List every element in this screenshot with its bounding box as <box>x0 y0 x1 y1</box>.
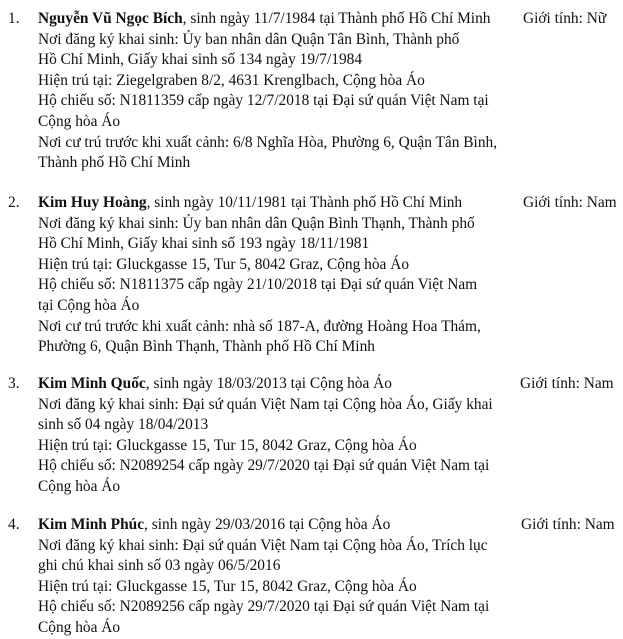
entry-number: 4. <box>8 516 20 533</box>
detail-line: Hộ chiếu số: N2089254 cấp ngày 29/7/2020 tại Đại sứ quán Việt Nam tại <box>38 457 490 475</box>
entry-first-line <box>38 374 516 395</box>
detail-line: Nơi cư trú trước khi xuất cảnh: 6/8 Nghĩa Hòa, Phường 6, Quận Tân Bình, <box>38 133 498 151</box>
detail-line: Thành phố Hồ Chí Minh <box>38 154 191 172</box>
entry-number: 2. <box>8 194 20 211</box>
entry-number: 1. <box>8 10 20 27</box>
gender-label: Giới tính: Nữ <box>523 10 607 27</box>
person-name: Kim Minh Quốc <box>38 375 146 392</box>
detail-line: Hộ chiếu số: N2089256 cấp ngày 29/7/2020 tại Đại sứ quán Việt Nam tại <box>38 598 490 616</box>
entry-details <box>38 374 516 498</box>
detail-line: Hiện trú tại: Ziegelgraben 8/2, 4631 Krenglbach, Cộng hòa Áo <box>38 71 425 89</box>
detail-line: Hộ chiếu số: N1811375 cấp ngày 21/10/2018 tại Đại sứ quán Việt Nam <box>38 276 478 294</box>
detail-line: Nơi đăng ký khai sinh: Đại sứ quán Việt Nam tại Cộng hòa Áo, Giấy khai <box>38 395 493 413</box>
entry-details <box>38 193 516 358</box>
detail-line: Hồ Chí Minh, Giấy khai sinh số 193 ngày 18/11/1981 <box>38 235 370 253</box>
entry-details <box>38 9 516 174</box>
detail-line: ghi chú khai sinh số 03 ngày 06/5/2016 <box>38 557 281 575</box>
detail-line: Nơi đăng ký khai sinh: Ủy ban nhân dân Quận Tân Bình, Thành phố <box>38 30 460 48</box>
detail-line: Nơi đăng ký khai sinh: Đại sứ quán Việt Nam tại Cộng hòa Áo, Trích lục <box>38 536 488 554</box>
birth-info: , sinh ngày 11/7/1984 tại Thành phố Hồ Chí Minh <box>182 10 491 27</box>
entry-first-line <box>38 515 516 536</box>
detail-line: Cộng hòa Áo <box>38 618 121 636</box>
detail-line: Cộng hòa Áo <box>38 477 121 495</box>
person-name: Kim Huy Hoàng <box>38 194 147 211</box>
gender-label: Giới tính: Nam <box>520 375 614 392</box>
entry-number: 3. <box>8 375 20 392</box>
detail-line: Nơi cư trú trước khi xuất cảnh: nhà số 187-A, đường Hoàng Hoa Thám, <box>38 317 481 335</box>
detail-line: Hồ Chí Minh, Giấy khai sinh số 134 ngày 19/7/1984 <box>38 51 363 69</box>
detail-line: Cộng hòa Áo <box>38 112 121 130</box>
entry-details <box>38 515 516 639</box>
detail-line: Hiện trú tại: Gluckgasse 15, Tur 15, 8042 Graz, Cộng hòa Áo <box>38 436 417 454</box>
birth-info: , sinh ngày 18/03/2013 tại Cộng hòa Áo <box>145 375 392 392</box>
gender-label: Giới tính: Nam <box>521 516 615 533</box>
detail-line: Hiện trú tại: Gluckgasse 15, Tur 5, 8042 Graz, Cộng hòa Áo <box>38 255 410 273</box>
entry-first-line <box>38 9 516 30</box>
person-name: Nguyễn Vũ Ngọc Bích <box>38 10 183 27</box>
gender-label: Giới tính: Nam <box>523 194 617 211</box>
entry-first-line <box>38 193 516 214</box>
person-name: Kim Minh Phúc <box>38 516 145 533</box>
birth-info: , sinh ngày 10/11/1981 tại Thành phố Hồ Chí Minh <box>146 194 463 211</box>
detail-line: Phường 6, Quận Bình Thạnh, Thành phố Hồ Chí Minh <box>38 338 375 356</box>
detail-line: Nơi đăng ký khai sinh: Ủy ban nhân dân Quận Bình Thạnh, Thành phố <box>38 214 475 232</box>
birth-info: , sinh ngày 29/03/2016 tại Cộng hòa Áo <box>144 516 391 533</box>
detail-line: tại Cộng hòa Áo <box>38 296 140 314</box>
detail-line: Hiện trú tại: Gluckgasse 15, Tur 15, 8042 Graz, Cộng hòa Áo <box>38 577 417 595</box>
detail-line: sinh số 04 ngày 18/04/2013 <box>38 416 209 434</box>
detail-line: Hộ chiếu số: N1811359 cấp ngày 12/7/2018 tại Đại sứ quán Việt Nam tại <box>38 92 489 110</box>
